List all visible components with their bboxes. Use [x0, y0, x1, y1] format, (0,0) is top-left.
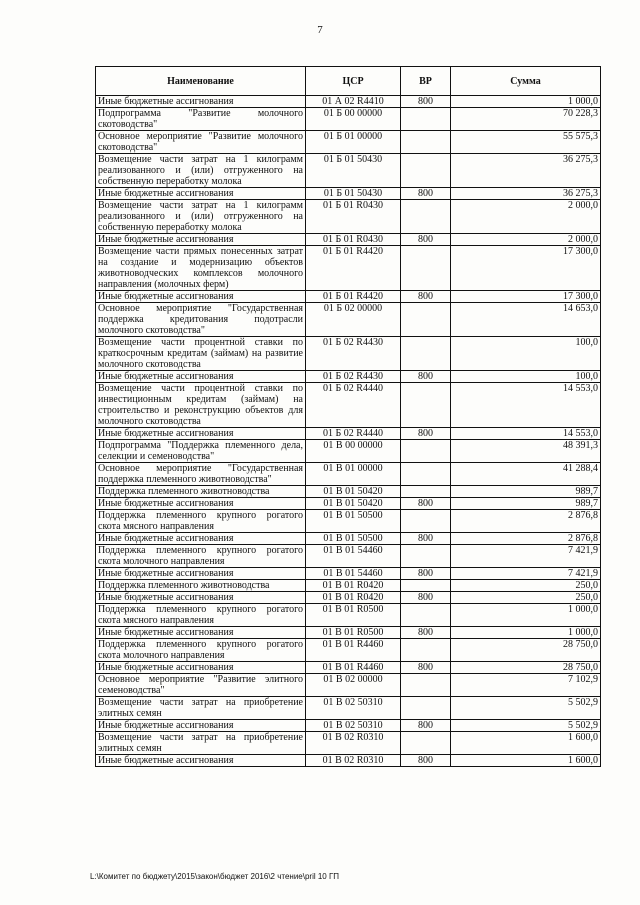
cell-csr: 01 В 01 R0500 — [306, 627, 401, 639]
cell-name: Иные бюджетные ассигнования — [96, 498, 306, 510]
cell-name: Возмещение части процентной ставки по инвестиционным кредитам (займам) на строительство и реконструкцию объектов для молочного скотоводства — [96, 383, 306, 428]
cell-csr: 01 В 00 00000 — [306, 440, 401, 463]
cell-name: Возмещение части затрат на приобретение элитных семян — [96, 732, 306, 755]
cell-name: Поддержка племенного крупного рогатого скота молочного направления — [96, 639, 306, 662]
cell-sum: 100,0 — [451, 371, 601, 383]
cell-csr: 01 В 01 R4460 — [306, 662, 401, 674]
table-row — [96, 96, 601, 108]
cell-sum: 1 600,0 — [451, 755, 601, 767]
table-row — [96, 732, 601, 755]
cell-sum: 7 421,9 — [451, 568, 601, 580]
cell-vr — [401, 383, 451, 428]
cell-name: Поддержка племенного крупного рогатого скота мясного направления — [96, 510, 306, 533]
cell-vr: 800 — [401, 498, 451, 510]
table-row — [96, 674, 601, 697]
cell-name: Иные бюджетные ассигнования — [96, 428, 306, 440]
budget-table — [95, 66, 601, 767]
cell-vr — [401, 337, 451, 371]
table-row — [96, 154, 601, 188]
cell-name: Возмещение части затрат на 1 килограмм реализованного и (или) отгруженного на собственную переработку молока — [96, 200, 306, 234]
cell-name: Иные бюджетные ассигнования — [96, 592, 306, 604]
cell-vr: 800 — [401, 592, 451, 604]
cell-sum: 2 000,0 — [451, 234, 601, 246]
table-row — [96, 545, 601, 568]
table-row — [96, 131, 601, 154]
cell-csr: 01 В 01 50420 — [306, 486, 401, 498]
cell-name: Иные бюджетные ассигнования — [96, 291, 306, 303]
cell-name: Возмещение части затрат на приобретение элитных семян — [96, 697, 306, 720]
cell-name: Иные бюджетные ассигнования — [96, 371, 306, 383]
cell-csr: 01 В 01 R0420 — [306, 580, 401, 592]
cell-csr: 01 Б 02 R4430 — [306, 371, 401, 383]
cell-sum: 28 750,0 — [451, 662, 601, 674]
cell-name: Поддержка племенного животноводства — [96, 580, 306, 592]
cell-sum: 48 391,3 — [451, 440, 601, 463]
cell-sum: 70 228,3 — [451, 108, 601, 131]
cell-vr: 800 — [401, 755, 451, 767]
cell-name: Возмещение части прямых понесенных затрат на создание и модернизацию объектов животноводческих комплексов молочного направления (молочных ферм) — [96, 246, 306, 291]
table-row — [96, 234, 601, 246]
cell-csr: 01 В 01 R0500 — [306, 604, 401, 627]
cell-sum: 41 288,4 — [451, 463, 601, 486]
cell-sum: 28 750,0 — [451, 639, 601, 662]
header-vr: ВР — [401, 67, 451, 96]
cell-csr: 01 В 01 R4460 — [306, 639, 401, 662]
cell-vr: 800 — [401, 96, 451, 108]
cell-csr: 01 В 02 R0310 — [306, 732, 401, 755]
cell-vr — [401, 154, 451, 188]
table-row — [96, 604, 601, 627]
table-row — [96, 440, 601, 463]
cell-name: Иные бюджетные ассигнования — [96, 627, 306, 639]
page-number: 7 — [317, 24, 323, 36]
cell-csr: 01 В 02 00000 — [306, 674, 401, 697]
cell-vr: 800 — [401, 371, 451, 383]
cell-sum: 36 275,3 — [451, 154, 601, 188]
cell-vr — [401, 440, 451, 463]
cell-sum: 1 000,0 — [451, 96, 601, 108]
table-row — [96, 246, 601, 291]
cell-name: Иные бюджетные ассигнования — [96, 720, 306, 732]
cell-sum: 17 300,0 — [451, 246, 601, 291]
cell-vr: 800 — [401, 291, 451, 303]
table-row — [96, 592, 601, 604]
table-row — [96, 639, 601, 662]
cell-sum: 100,0 — [451, 337, 601, 371]
cell-sum: 989,7 — [451, 486, 601, 498]
cell-name: Иные бюджетные ассигнования — [96, 188, 306, 200]
table-row — [96, 486, 601, 498]
cell-csr: 01 В 01 50500 — [306, 510, 401, 533]
cell-vr: 800 — [401, 533, 451, 545]
cell-name: Поддержка племенного крупного рогатого скота мясного направления — [96, 604, 306, 627]
table-row — [96, 303, 601, 337]
cell-name: Подпрограмма "Поддержка племенного дела, селекции и семеноводства" — [96, 440, 306, 463]
cell-name: Иные бюджетные ассигнования — [96, 568, 306, 580]
cell-csr: 01 Б 01 50430 — [306, 154, 401, 188]
table-row — [96, 627, 601, 639]
cell-csr: 01 Б 02 R4430 — [306, 337, 401, 371]
table-header-row — [96, 67, 601, 96]
cell-name: Иные бюджетные ассигнования — [96, 755, 306, 767]
cell-csr: 01 Б 01 R0430 — [306, 200, 401, 234]
cell-csr: 01 В 01 54460 — [306, 545, 401, 568]
cell-csr: 01 Б 01 R4420 — [306, 246, 401, 291]
cell-vr — [401, 463, 451, 486]
cell-csr: 01 В 02 50310 — [306, 720, 401, 732]
cell-csr: 01 В 01 50420 — [306, 498, 401, 510]
cell-csr: 01 Б 01 50430 — [306, 188, 401, 200]
cell-csr: 01 В 02 R0310 — [306, 755, 401, 767]
cell-name: Поддержка племенного животноводства — [96, 486, 306, 498]
cell-vr — [401, 486, 451, 498]
table-row — [96, 200, 601, 234]
table-row — [96, 371, 601, 383]
cell-sum: 36 275,3 — [451, 188, 601, 200]
cell-sum: 250,0 — [451, 580, 601, 592]
cell-csr: 01 В 01 R0420 — [306, 592, 401, 604]
table-row — [96, 463, 601, 486]
cell-sum: 2 876,8 — [451, 510, 601, 533]
table-row — [96, 291, 601, 303]
cell-vr: 800 — [401, 428, 451, 440]
table-row — [96, 383, 601, 428]
cell-sum: 989,7 — [451, 498, 601, 510]
cell-csr: 01 В 01 54460 — [306, 568, 401, 580]
cell-csr: 01 Б 01 R4420 — [306, 291, 401, 303]
cell-name: Иные бюджетные ассигнования — [96, 96, 306, 108]
cell-sum: 1 600,0 — [451, 732, 601, 755]
cell-csr: 01 Б 00 00000 — [306, 108, 401, 131]
header-sum: Сумма — [451, 67, 601, 96]
cell-vr — [401, 246, 451, 291]
cell-sum: 5 502,9 — [451, 697, 601, 720]
cell-sum: 14 553,0 — [451, 428, 601, 440]
cell-vr — [401, 303, 451, 337]
cell-csr: 01 В 01 00000 — [306, 463, 401, 486]
cell-sum: 14 553,0 — [451, 383, 601, 428]
cell-vr — [401, 510, 451, 533]
table-row — [96, 662, 601, 674]
header-name: Наименование — [96, 67, 306, 96]
cell-vr — [401, 131, 451, 154]
cell-sum: 250,0 — [451, 592, 601, 604]
cell-vr — [401, 674, 451, 697]
cell-vr: 800 — [401, 234, 451, 246]
cell-name: Основное мероприятие "Развитие элитного семеноводства" — [96, 674, 306, 697]
cell-vr — [401, 604, 451, 627]
cell-name: Иные бюджетные ассигнования — [96, 533, 306, 545]
cell-vr: 800 — [401, 720, 451, 732]
table-row — [96, 720, 601, 732]
table-row — [96, 337, 601, 371]
cell-name: Иные бюджетные ассигнования — [96, 662, 306, 674]
cell-csr: 01 Б 02 R4440 — [306, 383, 401, 428]
table-row — [96, 188, 601, 200]
table-row — [96, 498, 601, 510]
table-row — [96, 108, 601, 131]
cell-name: Поддержка племенного крупного рогатого скота молочного направления — [96, 545, 306, 568]
table-row — [96, 580, 601, 592]
cell-csr: 01 Б 01 00000 — [306, 131, 401, 154]
cell-csr: 01 В 01 50500 — [306, 533, 401, 545]
cell-name: Иные бюджетные ассигнования — [96, 234, 306, 246]
cell-sum: 55 575,3 — [451, 131, 601, 154]
cell-name: Возмещение части процентной ставки по краткосрочным кредитам (займам) на развитие молочного скотоводства — [96, 337, 306, 371]
cell-csr: 01 В 02 50310 — [306, 697, 401, 720]
cell-vr — [401, 545, 451, 568]
cell-sum: 7 421,9 — [451, 545, 601, 568]
cell-sum: 7 102,9 — [451, 674, 601, 697]
cell-vr — [401, 639, 451, 662]
cell-csr: 01 Б 02 R4440 — [306, 428, 401, 440]
header-csr: ЦСР — [306, 67, 401, 96]
cell-name: Основное мероприятие "Развитие молочного скотоводства" — [96, 131, 306, 154]
cell-vr — [401, 732, 451, 755]
cell-vr — [401, 580, 451, 592]
cell-sum: 17 300,0 — [451, 291, 601, 303]
cell-sum: 5 502,9 — [451, 720, 601, 732]
cell-sum: 2 000,0 — [451, 200, 601, 234]
cell-vr — [401, 697, 451, 720]
table-row — [96, 697, 601, 720]
cell-name: Основное мероприятие "Государственная поддержка племенного животноводства" — [96, 463, 306, 486]
table-row — [96, 755, 601, 767]
cell-vr — [401, 108, 451, 131]
cell-vr — [401, 200, 451, 234]
cell-csr: 01 Б 01 R0430 — [306, 234, 401, 246]
table-body — [96, 96, 601, 767]
cell-name: Основное мероприятие "Государственная поддержка кредитования подотрасли молочного скотоводства" — [96, 303, 306, 337]
cell-csr: 01 Б 02 00000 — [306, 303, 401, 337]
table-row — [96, 568, 601, 580]
cell-sum: 2 876,8 — [451, 533, 601, 545]
table-row — [96, 510, 601, 533]
cell-vr: 800 — [401, 627, 451, 639]
table-row — [96, 428, 601, 440]
cell-csr: 01 А 02 R4410 — [306, 96, 401, 108]
cell-sum: 1 000,0 — [451, 627, 601, 639]
table-row — [96, 533, 601, 545]
cell-vr: 800 — [401, 662, 451, 674]
cell-name: Подпрограмма "Развитие молочного скотоводства" — [96, 108, 306, 131]
cell-sum: 14 653,0 — [451, 303, 601, 337]
cell-name: Возмещение части затрат на 1 килограмм реализованного и (или) отгруженного на собственную переработку молока — [96, 154, 306, 188]
cell-sum: 1 000,0 — [451, 604, 601, 627]
footer-file-path: L:\Комитет по бюджету\2015\закон\бюджет 2016\2 чтение\pril 10 ГП — [90, 872, 340, 881]
cell-vr: 800 — [401, 568, 451, 580]
cell-vr: 800 — [401, 188, 451, 200]
